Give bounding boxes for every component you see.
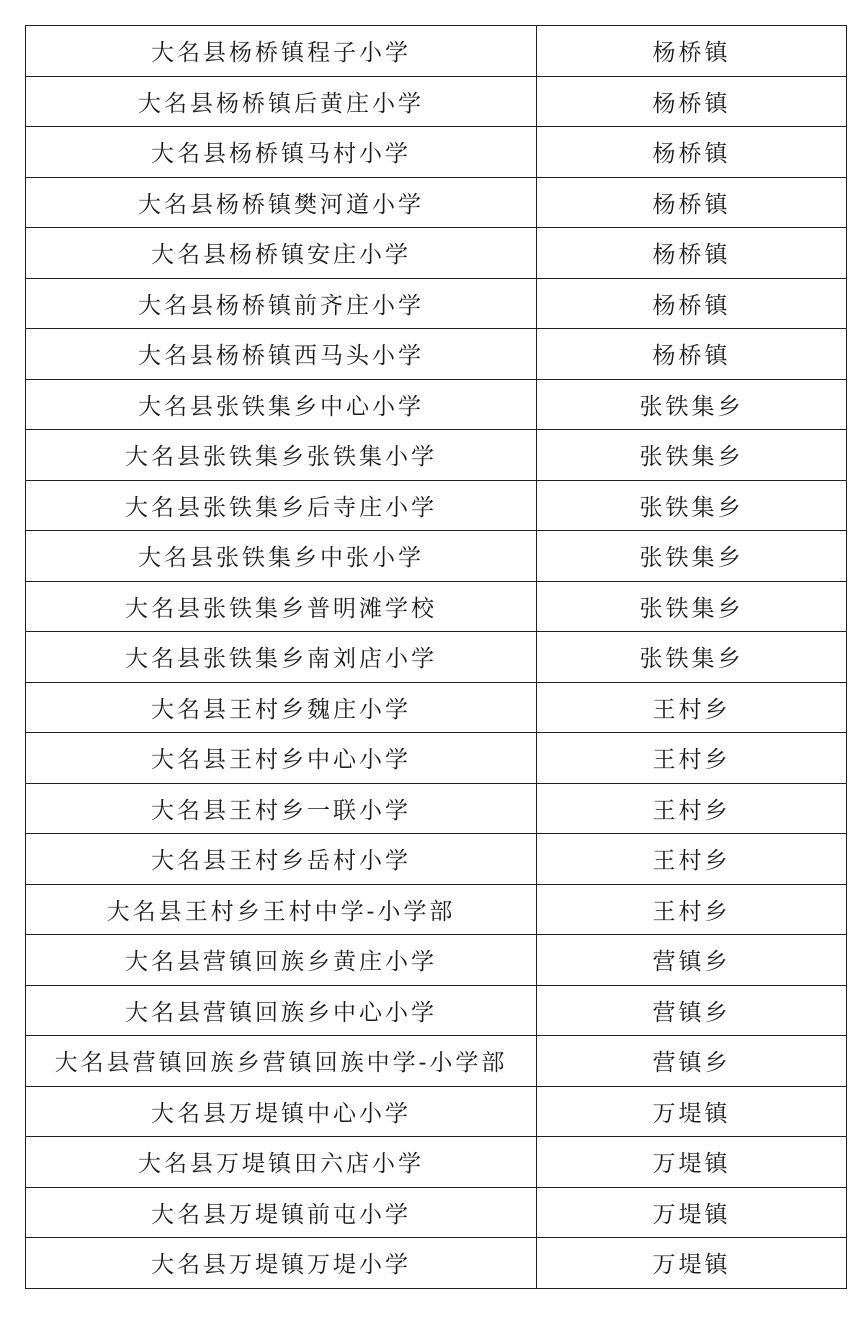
town-name-cell: 营镇乡 bbox=[537, 1036, 847, 1087]
school-name-cell: 大名县王村乡一联小学 bbox=[26, 783, 537, 834]
school-name-cell: 大名县王村乡王村中学-小学部 bbox=[26, 884, 537, 935]
table-row bbox=[26, 884, 847, 935]
town-name-cell: 王村乡 bbox=[537, 783, 847, 834]
town-name-cell: 营镇乡 bbox=[537, 985, 847, 1036]
school-name-cell: 大名县王村乡魏庄小学 bbox=[26, 682, 537, 733]
table-row bbox=[26, 834, 847, 885]
table-row bbox=[26, 783, 847, 834]
school-name-cell: 大名县万堤镇田六店小学 bbox=[26, 1137, 537, 1188]
school-name-cell: 大名县杨桥镇程子小学 bbox=[26, 26, 537, 77]
town-name-cell: 营镇乡 bbox=[537, 935, 847, 986]
table-body bbox=[26, 26, 847, 1289]
school-name-cell: 大名县张铁集乡中张小学 bbox=[26, 531, 537, 582]
school-name-cell: 大名县万堤镇前屯小学 bbox=[26, 1187, 537, 1238]
town-name-cell: 万堤镇 bbox=[537, 1086, 847, 1137]
school-name-cell: 大名县万堤镇万堤小学 bbox=[26, 1238, 537, 1289]
table-row bbox=[26, 1086, 847, 1137]
table-row bbox=[26, 985, 847, 1036]
school-name-cell: 大名县张铁集乡中心小学 bbox=[26, 379, 537, 430]
table-row bbox=[26, 480, 847, 531]
town-name-cell: 张铁集乡 bbox=[537, 430, 847, 481]
school-name-cell: 大名县王村乡岳村小学 bbox=[26, 834, 537, 885]
table-row bbox=[26, 177, 847, 228]
school-name-cell: 大名县张铁集乡南刘店小学 bbox=[26, 632, 537, 683]
table-row bbox=[26, 632, 847, 683]
town-name-cell: 万堤镇 bbox=[537, 1137, 847, 1188]
school-name-cell: 大名县营镇回族乡黄庄小学 bbox=[26, 935, 537, 986]
table-row bbox=[26, 531, 847, 582]
table-row bbox=[26, 329, 847, 380]
town-name-cell: 张铁集乡 bbox=[537, 531, 847, 582]
school-name-cell: 大名县万堤镇中心小学 bbox=[26, 1086, 537, 1137]
town-name-cell: 杨桥镇 bbox=[537, 127, 847, 178]
table-row bbox=[26, 682, 847, 733]
school-name-cell: 大名县杨桥镇樊河道小学 bbox=[26, 177, 537, 228]
school-name-cell: 大名县营镇回族乡中心小学 bbox=[26, 985, 537, 1036]
town-name-cell: 王村乡 bbox=[537, 682, 847, 733]
table-row bbox=[26, 1238, 847, 1289]
town-name-cell: 王村乡 bbox=[537, 884, 847, 935]
school-name-cell: 大名县营镇回族乡营镇回族中学-小学部 bbox=[26, 1036, 537, 1087]
table-row bbox=[26, 76, 847, 127]
table-row bbox=[26, 430, 847, 481]
town-name-cell: 杨桥镇 bbox=[537, 177, 847, 228]
school-name-cell: 大名县杨桥镇前齐庄小学 bbox=[26, 278, 537, 329]
table-row bbox=[26, 127, 847, 178]
table-row bbox=[26, 26, 847, 77]
school-name-cell: 大名县杨桥镇后黄庄小学 bbox=[26, 76, 537, 127]
table-row bbox=[26, 1137, 847, 1188]
table-row bbox=[26, 1036, 847, 1087]
school-list-table bbox=[25, 25, 847, 1289]
school-name-cell: 大名县张铁集乡普明滩学校 bbox=[26, 581, 537, 632]
table-row bbox=[26, 278, 847, 329]
town-name-cell: 张铁集乡 bbox=[537, 480, 847, 531]
table-row bbox=[26, 935, 847, 986]
town-name-cell: 王村乡 bbox=[537, 733, 847, 784]
school-name-cell: 大名县王村乡中心小学 bbox=[26, 733, 537, 784]
town-name-cell: 杨桥镇 bbox=[537, 329, 847, 380]
table-row bbox=[26, 581, 847, 632]
town-name-cell: 张铁集乡 bbox=[537, 632, 847, 683]
school-name-cell: 大名县张铁集乡后寺庄小学 bbox=[26, 480, 537, 531]
school-name-cell: 大名县杨桥镇马村小学 bbox=[26, 127, 537, 178]
town-name-cell: 张铁集乡 bbox=[537, 379, 847, 430]
table-row bbox=[26, 733, 847, 784]
school-name-cell: 大名县杨桥镇安庄小学 bbox=[26, 228, 537, 279]
town-name-cell: 杨桥镇 bbox=[537, 228, 847, 279]
town-name-cell: 杨桥镇 bbox=[537, 278, 847, 329]
table-row bbox=[26, 228, 847, 279]
town-name-cell: 张铁集乡 bbox=[537, 581, 847, 632]
table-row bbox=[26, 379, 847, 430]
town-name-cell: 杨桥镇 bbox=[537, 26, 847, 77]
town-name-cell: 杨桥镇 bbox=[537, 76, 847, 127]
school-name-cell: 大名县杨桥镇西马头小学 bbox=[26, 329, 537, 380]
town-name-cell: 万堤镇 bbox=[537, 1238, 847, 1289]
town-name-cell: 王村乡 bbox=[537, 834, 847, 885]
town-name-cell: 万堤镇 bbox=[537, 1187, 847, 1238]
school-name-cell: 大名县张铁集乡张铁集小学 bbox=[26, 430, 537, 481]
table-row bbox=[26, 1187, 847, 1238]
